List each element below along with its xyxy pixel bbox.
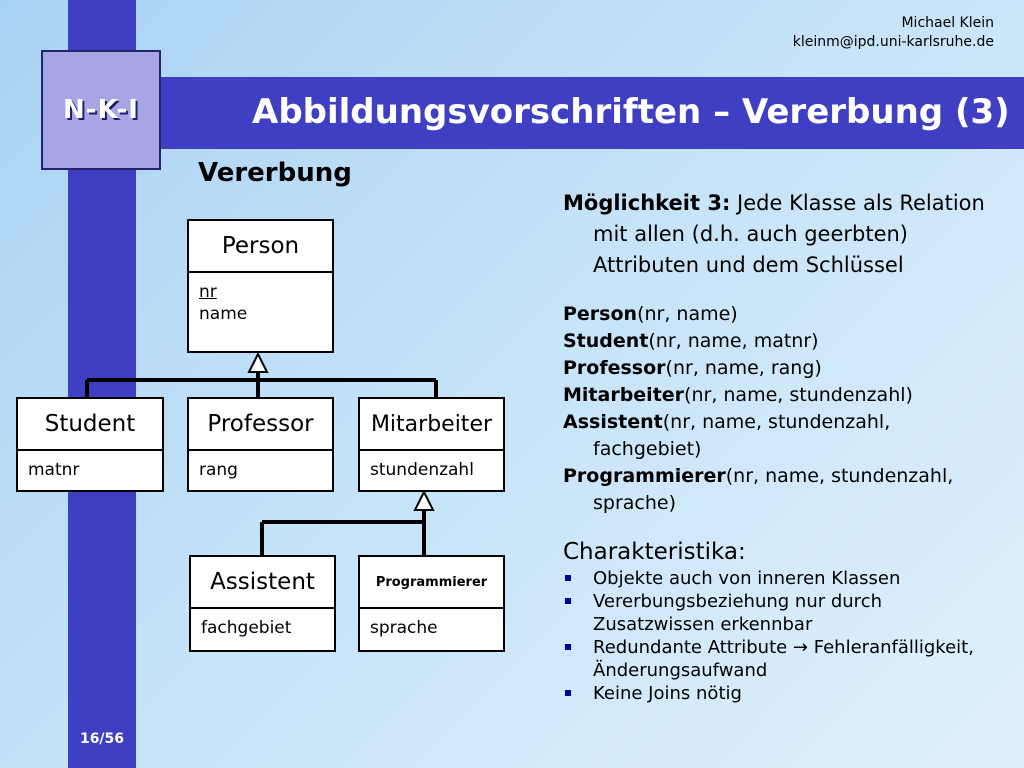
bullet-item: Keine Joins nötig <box>563 682 1003 705</box>
bullet-item: Vererbungsbeziehung nur durch Zusatzwissen erkennbar <box>563 590 1003 636</box>
section-subtitle: Vererbung <box>198 158 352 188</box>
relation-attrs: (nr, name, stundenzahl, sprache) <box>593 465 954 514</box>
relation-name: Assistent <box>563 411 663 433</box>
class-programmierer-name: Programmierer <box>360 557 503 609</box>
relation-mitarbeiter <box>563 382 1003 409</box>
class-assistent-attribute: fachgebiet <box>201 618 292 638</box>
relation-name: Student <box>563 330 649 352</box>
relation-name: Professor <box>563 357 666 379</box>
relation-attrs: (nr, name, stundenzahl, fachgebiet) <box>593 411 891 460</box>
logo-text: N-K-I <box>63 95 139 125</box>
class-mitarbeiter-name: Mitarbeiter <box>360 399 503 451</box>
class-assistent-name: Assistent <box>191 557 334 609</box>
relation-attrs: (nr, name, stundenzahl) <box>684 384 913 406</box>
relation-person <box>563 301 1003 328</box>
characteristics-heading: Charakteristika: <box>563 539 746 565</box>
class-mitarbeiter-attribute: stundenzahl <box>370 460 474 480</box>
author-name: Michael Klein <box>901 15 994 31</box>
relation-name: Person <box>563 303 638 325</box>
class-mitarbeiter <box>358 397 505 492</box>
option-text: Jede Klasse als Relation mit allen (d.h. auch geerbten) Attributen und dem Schlüssel <box>593 191 985 277</box>
person-attribute: name <box>199 304 248 324</box>
class-assistent <box>189 555 336 652</box>
relation-attrs: (nr, name) <box>637 303 738 325</box>
option-paragraph <box>563 188 1003 281</box>
relation-name: Programmierer <box>563 465 726 487</box>
relation-attrs: (nr, name, rang) <box>665 357 822 379</box>
class-student-name: Student <box>18 399 162 451</box>
characteristics-list <box>563 567 1003 705</box>
class-student-attribute: matnr <box>28 460 80 480</box>
relation-attrs: (nr, name, matnr) <box>648 330 819 352</box>
content-column <box>563 188 1003 705</box>
class-person-attributes <box>189 273 332 333</box>
relation-professor <box>563 355 1003 382</box>
slide-title: Abbildungsvorschriften – Vererbung (3) <box>252 92 1010 132</box>
class-professor-attribute: rang <box>199 460 238 480</box>
option-label: Möglichkeit 3: <box>563 191 731 215</box>
class-person <box>187 219 334 353</box>
class-student <box>16 397 164 492</box>
bullet-item: Objekte auch von inneren Klassen <box>563 567 1003 590</box>
relation-student <box>563 328 1003 355</box>
relation-name: Mitarbeiter <box>563 384 685 406</box>
relation-programmierer <box>563 463 1003 517</box>
class-programmierer <box>358 555 505 652</box>
page-number: 16/56 <box>79 731 125 747</box>
relation-assistent <box>563 409 1003 463</box>
class-professor <box>187 397 334 492</box>
author-email: kleinm@ipd.uni-karlsruhe.de <box>792 34 994 50</box>
class-professor-name: Professor <box>189 399 332 451</box>
class-person-name: Person <box>189 221 332 273</box>
class-programmierer-attribute: sprache <box>370 618 438 638</box>
person-key-attribute: nr <box>199 282 217 302</box>
bullet-item: Redundante Attribute → Fehleranfälligkeit, Änderungsaufwand <box>563 636 1003 682</box>
